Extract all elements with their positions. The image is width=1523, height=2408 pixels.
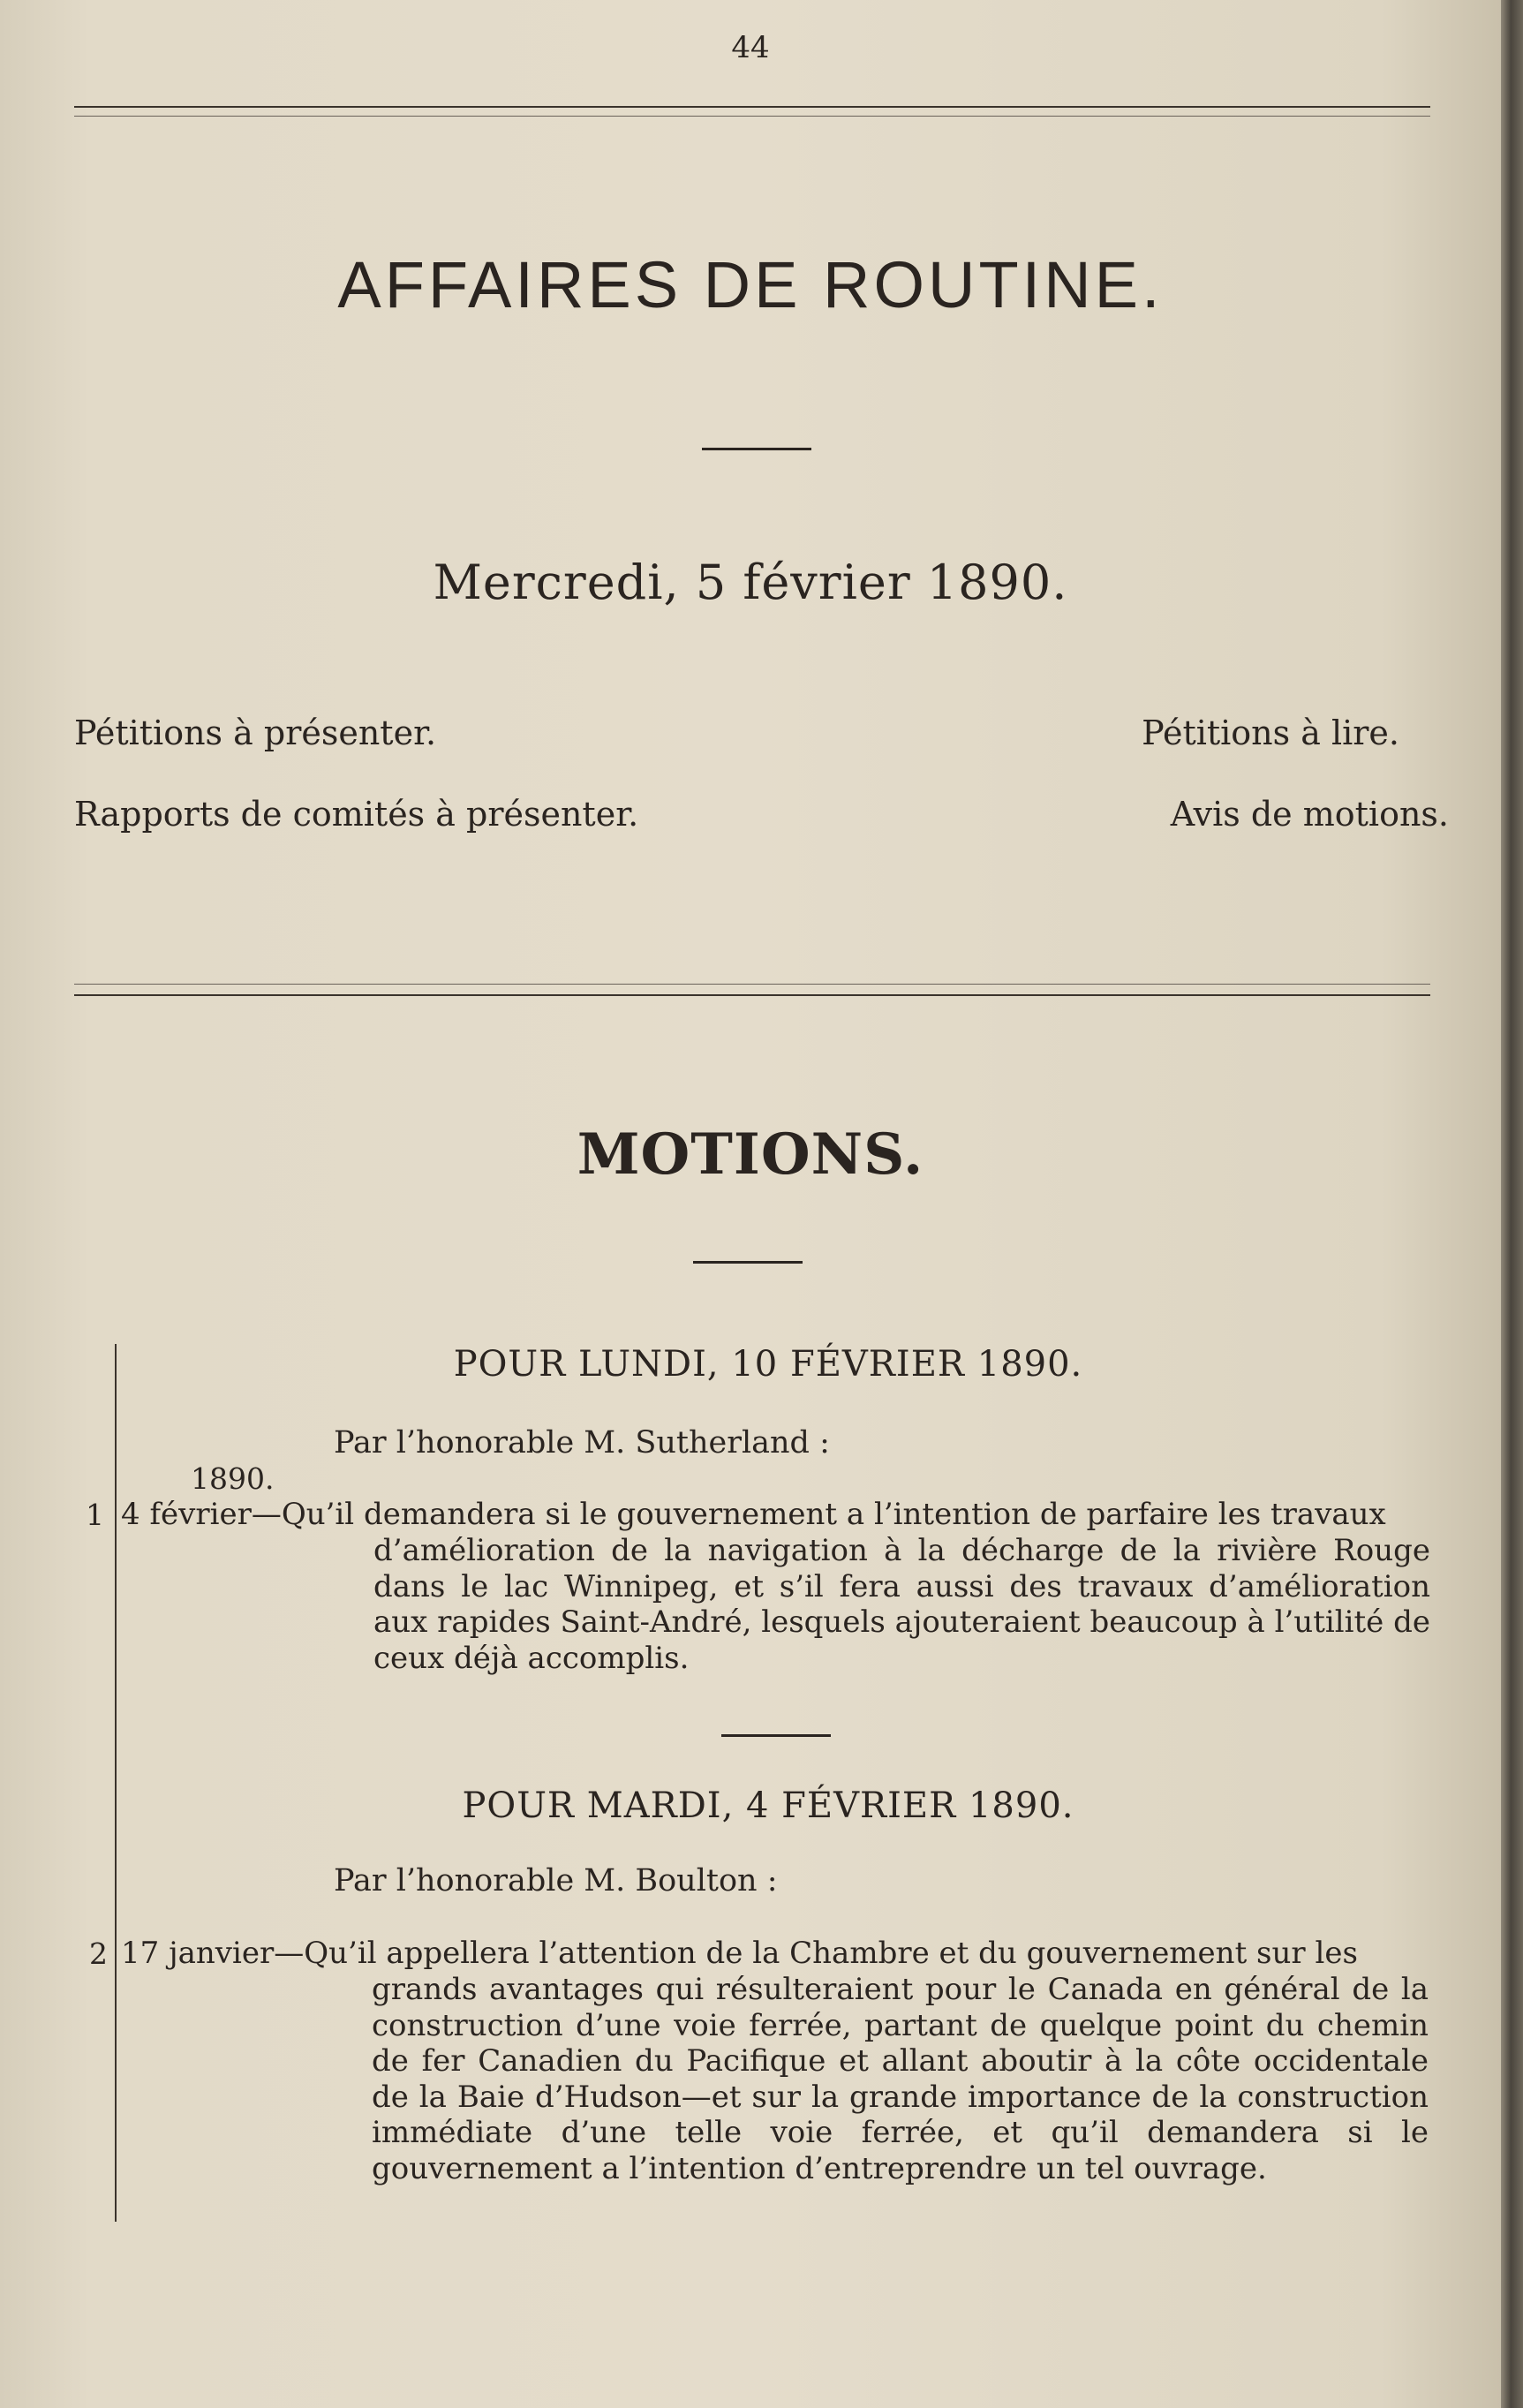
routine-item-committee-reports: Rapports de comités à présenter.	[74, 795, 639, 834]
section-title-routine: AFFAIRES DE ROUTINE.	[337, 248, 1164, 321]
routine-item-notices: Avis de motions.	[1170, 795, 1449, 834]
motion-margin-line	[115, 1344, 117, 2222]
motion-text: grands avantages qui résulteraient pour le Canada en général de la construction d’une voie ferrée, partant de quelque point du chemin de fer Canadien du Pacifique et allant aboutir à la côte occidentale de la Baie d’Hudson—et sur la grande importance de la construction immédiate d’une telle voie ferrée, et qu’il demandera si le gouvernement a l’intention d’entreprendre un tel ouvrage.	[372, 1972, 1429, 2186]
day-heading-monday: POUR LUNDI, 10 FÉVRIER 1890.	[453, 1344, 1083, 1385]
motion-text: d’amélioration de la navigation à la décharge de la rivière Rouge dans le lac Winnipeg, et s’il fera aussi des travaux d’amélioration aux rapides Saint-André, lesquels ajouteraient beaucoup à l’utilité de ceux déjà accomplis.	[373, 1533, 1430, 1676]
header-rule	[74, 106, 1430, 108]
title-separator	[702, 448, 811, 450]
divider-rule-thin	[74, 984, 1430, 985]
day-heading-tuesday: POUR MARDI, 4 FÉVRIER 1890.	[462, 1785, 1074, 1826]
divider-rule	[74, 994, 1430, 996]
date-heading: Mercredi, 5 février 1890.	[433, 555, 1068, 610]
mover-sutherland: Par l’honorable M. Sutherland :	[334, 1425, 830, 1461]
mover-boulton: Par l’honorable M. Boulton :	[334, 1863, 778, 1898]
header-rule-thin	[74, 116, 1430, 117]
motion-year: 1890.	[191, 1461, 275, 1496]
book-spine-edge	[1501, 0, 1523, 2408]
motion-first-line: 17 janvier—Qu’il appellera l’attention de la Chambre et du gouvernement sur les	[121, 1936, 1358, 1971]
motions-separator	[693, 1261, 803, 1264]
motion-number: 2	[89, 1936, 108, 1971]
motion-separator	[721, 1734, 831, 1737]
section-title-motions: MOTIONS.	[577, 1121, 924, 1188]
motion-first-line: 4 février—Qu’il demandera si le gouvernement a l’intention de parfaire les travaux	[121, 1497, 1386, 1532]
routine-item-petitions-present: Pétitions à présenter.	[74, 713, 437, 752]
page-number: 44	[731, 30, 770, 65]
motion-number: 1	[86, 1498, 104, 1532]
routine-item-petitions-read: Pétitions à lire.	[1142, 713, 1399, 752]
